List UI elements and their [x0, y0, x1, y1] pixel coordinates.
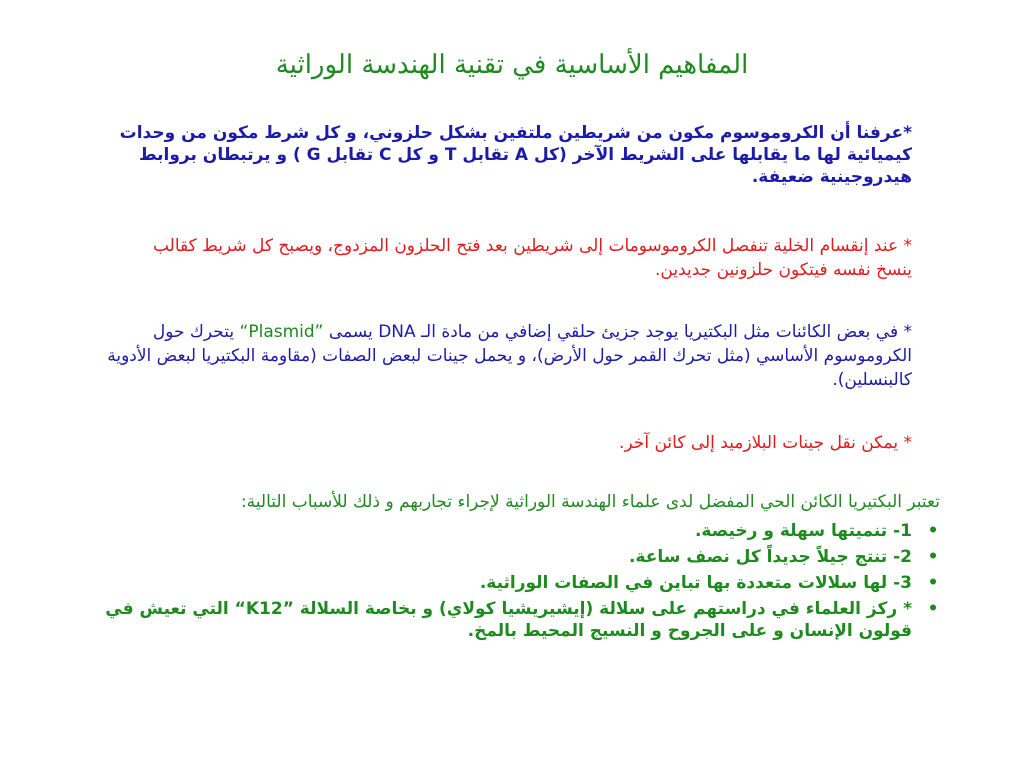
plasmid-term: ”Plasmid“ — [239, 322, 324, 342]
reason-item — [80, 598, 940, 642]
slide-title: المفاهيم الأساسية في تقنية الهندسة الوراثية — [275, 50, 749, 80]
bullet-icon: • — [927, 547, 939, 567]
plasmid-text-before: * في بعض الكائنات مثل البكتيريا يوجد جزيئ حلقي إضافي من مادة الـ DNA يسمى — [323, 322, 912, 342]
reason-item — [80, 572, 940, 594]
paragraph-bacteria-preferred: تعتبر البكتيريا الكائن الحي المفضل لدى علماء الهندسة الوراثية لإجراء تجاربهم و ذلك للأسباب التالية: — [240, 492, 940, 512]
paragraph-plasmid — [92, 320, 912, 392]
reason-text: 1- تنميتها سهلة و رخيصة. — [694, 521, 912, 541]
plasmid-text-after: يتحرك حول الكروموسوم الأساسي (مثل تحرك القمر حول الأرض)، و يحمل جينات لبعض الصفات (مقاومة البكتيريا لبعض الأدوية كالبنسلين). — [107, 322, 912, 390]
reason-item — [80, 546, 940, 568]
bullet-icon: • — [927, 521, 939, 541]
paragraph-chromosome-structure: *عرفنا أن الكروموسوم مكون من شريطين ملتفين بشكل حلزوني، و كل شرط مكون من وحدات كيميائية لها ما يقابلها على الشريط الآخر (كل A تقابل T و كل C تقابل G ) و يرتبطان بروابط هيدروجينية ضعيفة. — [119, 123, 912, 187]
paragraph-plasmid-transfer: * يمكن نقل جينات البلازميد إلى كائن آخر. — [619, 433, 912, 453]
reason-item — [80, 520, 940, 542]
bullet-icon: • — [927, 573, 939, 593]
reason-text: * ركز العلماء في دراستهم على سلالة (إيشيريشيا كولاي) و بخاصة السلالة ”K12“ التي تعيش في قولون الإنسان و على الجروح و النسيج المحيط بالمخ. — [105, 599, 912, 641]
reason-text: 3- لها سلالات متعددة بها تباين في الصفات الوراثية. — [479, 573, 912, 593]
paragraph-cell-division: * عند إنقسام الخلية تنفصل الكروموسومات إلى شريطين بعد فتح الحلزون المزدوج، ويصبح كل شريط كقالب ينسخ نفسه فيتكون حلزونين جديدين. — [152, 236, 912, 280]
reasons-list — [80, 520, 940, 646]
reason-text: 2- تنتج جيلاً جديداً كل نصف ساعة. — [628, 547, 912, 567]
bullet-icon: • — [927, 599, 939, 619]
